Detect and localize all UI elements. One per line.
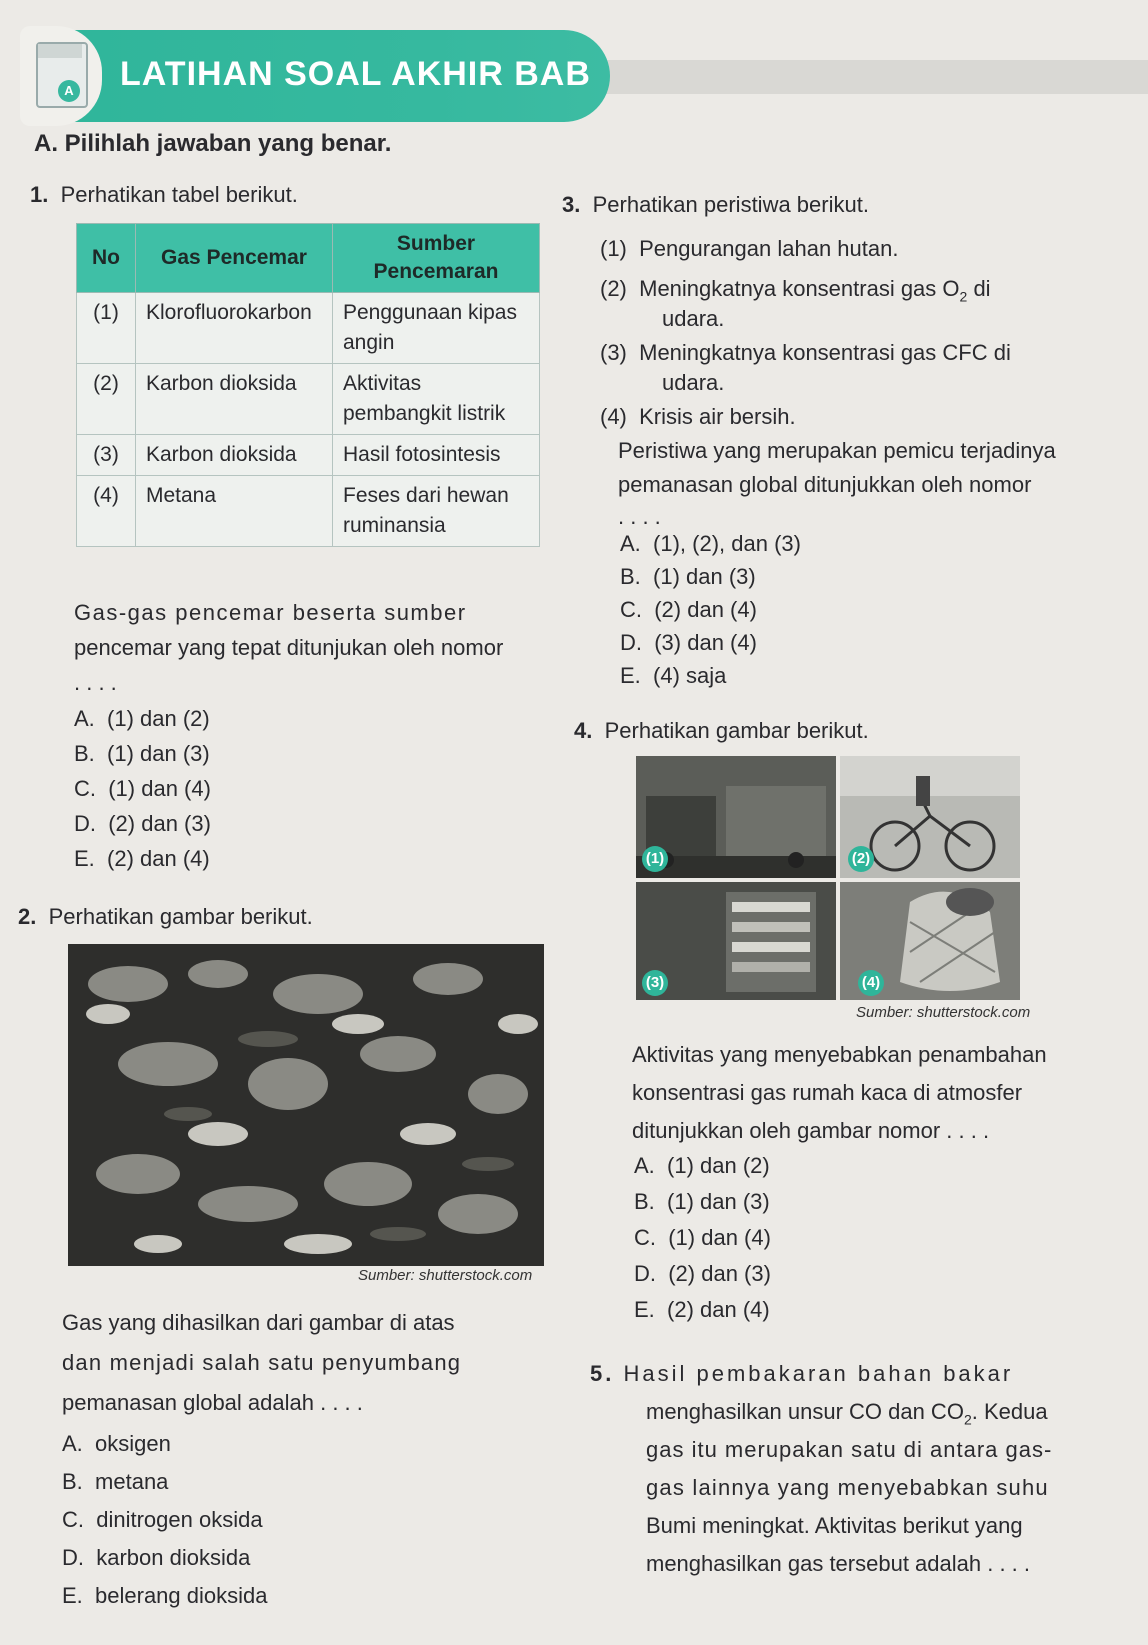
table-header-row	[77, 224, 540, 293]
table-cell-source: Feses dari hewan ruminansia	[333, 476, 540, 547]
compost-illustration	[68, 944, 544, 1266]
section-title: A. Pilihlah jawaban yang benar.	[34, 130, 392, 157]
q5-line2-tail: . Kedua	[971, 1399, 1048, 1424]
q2-option-a[interactable]	[62, 1431, 171, 1457]
q5-line3: gas itu merupakan satu di antara gas-	[646, 1437, 1053, 1462]
q3-question-line1: Peristiwa yang merupakan pemicu terjadinya	[618, 438, 1056, 463]
q5-number: 5.	[590, 1361, 615, 1386]
event-number: (3)	[600, 340, 627, 365]
image-label-1: (1)	[642, 846, 668, 872]
option-letter: A.	[634, 1153, 655, 1178]
option-text: (3) dan (4)	[654, 630, 757, 655]
table-header-source: Sumber Pencemaran	[333, 224, 540, 293]
page-title: LATIHAN SOAL AKHIR BAB	[120, 55, 591, 93]
q5-line2	[646, 1395, 1048, 1436]
q3-prompt: Perhatikan peristiwa berikut.	[592, 192, 869, 217]
option-text: metana	[95, 1469, 169, 1494]
q3-header	[562, 188, 869, 221]
option-text: (1) dan (3)	[107, 741, 210, 766]
option-text: (4) saja	[653, 663, 727, 688]
option-letter: B.	[620, 564, 641, 589]
option-text: (2) dan (4)	[654, 597, 757, 622]
table-cell-gas: Metana	[136, 476, 333, 547]
option-text: (1), (2), dan (3)	[653, 531, 801, 556]
q3-question-line2: pemanasan global ditunjukkan oleh nomor	[618, 472, 1032, 497]
table-cell-source: Hasil fotosintesis	[333, 435, 540, 476]
table-header-gas: Gas Pencemar	[136, 224, 333, 293]
q4-question-line3: ditunjukkan oleh gambar nomor . . . .	[632, 1118, 990, 1143]
table-header-no: No	[77, 224, 136, 293]
q1-prompt: Perhatikan tabel berikut.	[60, 182, 298, 207]
event-number: (4)	[600, 404, 627, 429]
table-cell-gas: Karbon dioksida	[136, 364, 333, 435]
option-text: (1) dan (2)	[107, 706, 210, 731]
q4-header	[574, 714, 869, 747]
q4-number: 4.	[574, 718, 593, 743]
q4-prompt: Perhatikan gambar berikut.	[604, 718, 869, 743]
table-cell-no: (4)	[77, 476, 136, 547]
option-text: (1) dan (4)	[668, 1225, 771, 1250]
q2-question-line3: pemanasan global adalah . . . .	[62, 1390, 363, 1415]
option-text: (2) dan (3)	[668, 1261, 771, 1286]
option-text: (1) dan (3)	[653, 564, 756, 589]
q2-question-line2: dan menjadi salah satu penyumbang	[62, 1350, 462, 1375]
q3-option-b[interactable]	[620, 564, 756, 590]
q4-option-e[interactable]	[634, 1297, 770, 1323]
table-row	[77, 476, 540, 547]
q4-option-b[interactable]	[634, 1189, 770, 1215]
option-text: (1) dan (3)	[667, 1189, 770, 1214]
table-cell-source: Penggunaan kipas angin	[333, 293, 540, 364]
q2-option-b[interactable]	[62, 1469, 168, 1495]
q1-dots: . . . .	[74, 670, 117, 695]
event-text: Meningkatnya konsentrasi gas O	[639, 276, 960, 301]
pollutant-table	[76, 223, 540, 547]
q4-option-d[interactable]	[634, 1261, 771, 1287]
q2-option-d[interactable]	[62, 1545, 250, 1571]
event-text: Meningkatnya konsentrasi gas CFC di	[639, 340, 1011, 365]
option-letter: D.	[62, 1545, 84, 1570]
q3-option-c[interactable]	[620, 597, 757, 623]
q3-number: 3.	[562, 192, 581, 217]
q5-line2-text: menghasilkan unsur CO dan CO	[646, 1399, 964, 1424]
q1-option-a[interactable]	[74, 706, 210, 732]
table-cell-source: Aktivitas pembangkit listrik	[333, 364, 540, 435]
q5-line5: Bumi meningkat. Aktivitas berikut yang	[646, 1513, 1023, 1538]
q4-caption: Sumber: shutterstock.com	[856, 1004, 1031, 1021]
table-cell-gas: Karbon dioksida	[136, 435, 333, 476]
book-icon-fold	[38, 44, 82, 58]
option-text: (2) dan (4)	[667, 1297, 770, 1322]
q2-question-line1: Gas yang dihasilkan dari gambar di atas	[62, 1310, 455, 1335]
q3-event-2	[600, 272, 991, 313]
q2-prompt: Perhatikan gambar berikut.	[48, 904, 313, 929]
table-cell-no: (3)	[77, 435, 136, 476]
option-letter: C.	[620, 597, 642, 622]
image-label-3: (3)	[642, 970, 668, 996]
q5-header	[590, 1357, 1013, 1390]
table-cell-no: (1)	[77, 293, 136, 364]
option-letter: E.	[62, 1583, 83, 1608]
option-letter: D.	[74, 811, 96, 836]
table-row	[77, 293, 540, 364]
q4-option-c[interactable]	[634, 1225, 771, 1251]
option-letter: C.	[62, 1507, 84, 1532]
q2-number: 2.	[18, 904, 37, 929]
q5-line6: menghasilkan gas tersebut adalah . . . .	[646, 1551, 1031, 1576]
event-number: (2)	[600, 276, 627, 301]
q4-question-line2: konsentrasi gas rumah kaca di atmosfer	[632, 1080, 1023, 1105]
option-letter: B.	[62, 1469, 83, 1494]
q3-event-2-line2: udara.	[662, 306, 725, 331]
q4-option-a[interactable]	[634, 1153, 770, 1179]
option-letter: E.	[74, 846, 95, 871]
q3-event-1	[600, 232, 898, 265]
option-letter: D.	[620, 630, 642, 655]
event-number: (1)	[600, 236, 627, 261]
q5-subscript: 2	[963, 1411, 972, 1428]
option-letter: C.	[634, 1225, 656, 1250]
option-letter: C.	[74, 776, 96, 801]
table-cell-no: (2)	[77, 364, 136, 435]
option-text: dinitrogen oksida	[96, 1507, 263, 1532]
event-text-tail: di	[967, 276, 991, 301]
option-text: oksigen	[95, 1431, 171, 1456]
q4-question-line1: Aktivitas yang menyebabkan penambahan	[632, 1042, 1047, 1067]
q3-dots: . . . .	[618, 504, 661, 529]
option-text: (2) dan (4)	[107, 846, 210, 871]
option-text: (2) dan (3)	[108, 811, 211, 836]
option-letter: E.	[620, 663, 641, 688]
q1-option-c[interactable]	[74, 776, 211, 802]
table-cell-gas: Klorofluorokarbon	[136, 293, 333, 364]
q3-event-3-line2: udara.	[662, 370, 725, 395]
q5-line1: Hasil pembakaran bahan bakar	[623, 1361, 1014, 1386]
compost-photo	[68, 944, 544, 1266]
q1-option-d[interactable]	[74, 811, 211, 837]
header-icon-letter: A	[58, 80, 80, 102]
image-label-2: (2)	[848, 846, 874, 872]
q3-option-a[interactable]	[620, 531, 801, 557]
option-letter: B.	[74, 741, 95, 766]
q3-option-e[interactable]	[620, 663, 726, 689]
q2-caption: Sumber: shutterstock.com	[358, 1267, 533, 1284]
q2-option-c[interactable]	[62, 1507, 263, 1533]
option-text: (1) dan (2)	[667, 1153, 770, 1178]
q2-option-e[interactable]	[62, 1583, 268, 1609]
q1-question-line2: pencemar yang tepat ditunjukan oleh nomor	[74, 635, 504, 660]
q2-header	[18, 900, 313, 933]
table-row	[77, 364, 540, 435]
q3-event-3	[600, 336, 1011, 369]
q1-header	[30, 178, 298, 211]
q1-option-b[interactable]	[74, 741, 210, 767]
q1-question-line1: Gas-gas pencemar beserta sumber	[74, 600, 467, 625]
image-label-4: (4)	[858, 970, 884, 996]
table-row	[77, 435, 540, 476]
option-letter: B.	[634, 1189, 655, 1214]
q3-event-4	[600, 400, 796, 433]
q3-option-d[interactable]	[620, 630, 757, 656]
event-text: Krisis air bersih.	[639, 404, 796, 429]
option-letter: A.	[62, 1431, 83, 1456]
option-letter: D.	[634, 1261, 656, 1286]
q1-number: 1.	[30, 182, 49, 207]
option-text: karbon dioksida	[96, 1545, 251, 1570]
q5-line4: gas lainnya yang menyebabkan suhu	[646, 1475, 1049, 1500]
option-letter: A.	[74, 706, 95, 731]
q1-option-e[interactable]	[74, 846, 210, 872]
option-letter: E.	[634, 1297, 655, 1322]
option-text: belerang dioksida	[95, 1583, 268, 1608]
option-letter: A.	[620, 531, 641, 556]
event-text: Pengurangan lahan hutan.	[639, 236, 899, 261]
option-text: (1) dan (4)	[108, 776, 211, 801]
header-stripe	[540, 60, 1148, 94]
event-subscript: 2	[959, 288, 968, 305]
